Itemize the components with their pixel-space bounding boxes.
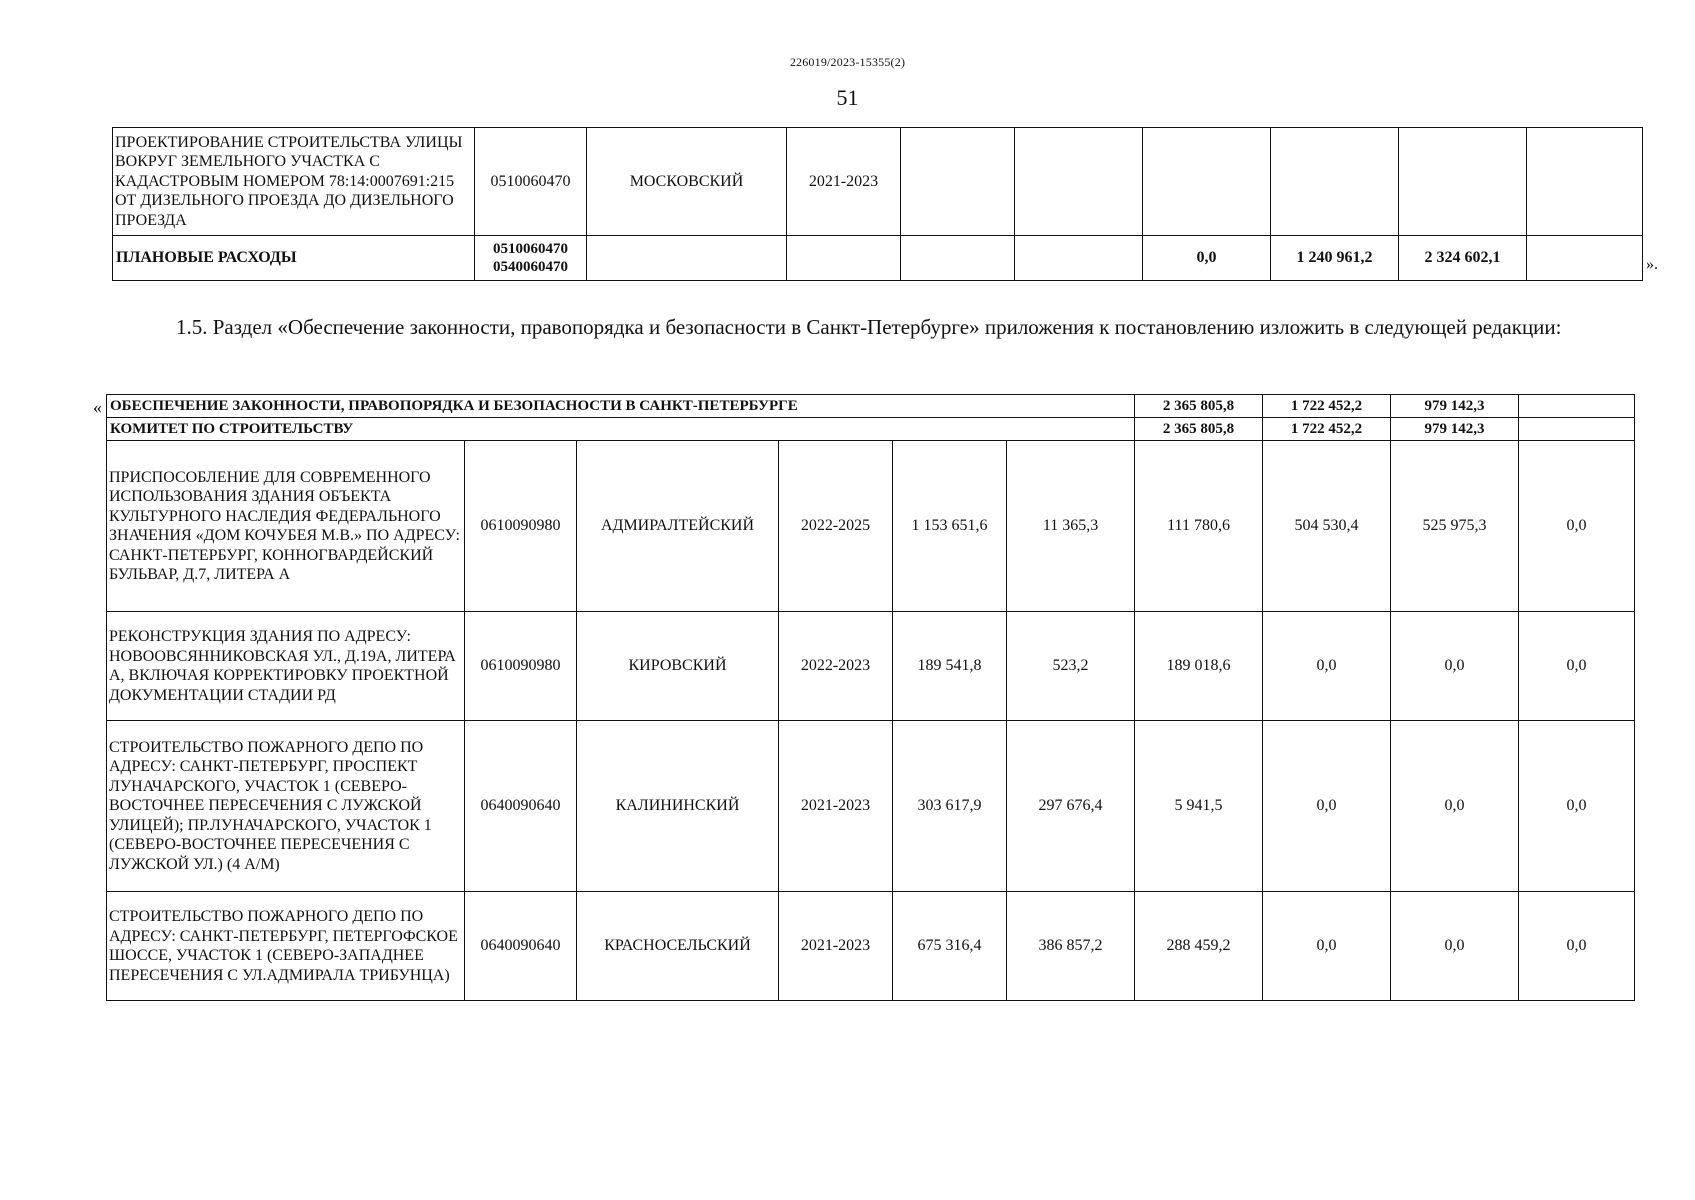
amount-cell: 189 541,8 <box>893 612 1007 721</box>
closing-quote: ». <box>1646 256 1658 273</box>
amount-cell: 0,0 <box>1263 721 1391 892</box>
amount-cell: 386 857,2 <box>1007 892 1135 1001</box>
amount-cell: 675 316,4 <box>893 892 1007 1001</box>
empty-cell <box>901 236 1015 281</box>
budget-table-continuation <box>112 127 1643 281</box>
section-row <box>107 395 1635 418</box>
budget-codes-cell <box>475 236 587 281</box>
years-cell: 2021-2023 <box>787 128 901 236</box>
table-row <box>113 236 1643 281</box>
amount-cell: 1 722 452,2 <box>1263 395 1391 418</box>
district-cell: КИРОВСКИЙ <box>577 612 779 721</box>
amount-cell: 0,0 <box>1143 236 1271 281</box>
object-name-cell: СТРОИТЕЛЬСТВО ПОЖАРНОГО ДЕПО ПО АДРЕСУ: САНКТ-ПЕТЕРБУРГ, ПЕТЕРГОФСКОЕ ШОССЕ, УЧАСТОК 1 (СЕВЕРО-ЗАПАДНЕЕ ПЕРЕСЕЧЕНИЯ С УЛ.АДМИРАЛА ТРИБУНЦА) <box>107 892 465 1001</box>
object-name-cell: ПРОЕКТИРОВАНИЕ СТРОИТЕЛЬСТВА УЛИЦЫ ВОКРУГ ЗЕМЕЛЬНОГО УЧАСТКА С КАДАСТРОВЫМ НОМЕРОМ 78:14:0007691:215 ОТ ДИЗЕЛЬНОГО ПРОЕЗДА ДО ДИЗЕЛЬНОГО ПРОЕЗДА <box>113 128 475 236</box>
document-registration-number: 226019/2023-15355(2) <box>789 55 906 69</box>
amount-cell: 979 142,3 <box>1391 418 1519 441</box>
empty-cell <box>1527 236 1643 281</box>
amount-cell: 111 780,6 <box>1135 441 1263 612</box>
amount-cell: 288 459,2 <box>1135 892 1263 1001</box>
years-cell: 2021-2023 <box>779 721 893 892</box>
object-name-cell: РЕКОНСТРУКЦИЯ ЗДАНИЯ ПО АДРЕСУ: НОВООВСЯННИКОВСКАЯ УЛ., Д.19А, ЛИТЕРА А, ВКЛЮЧАЯ КОРРЕКТИРОВКУ ПРОЕКТНОЙ ДОКУМЕНТАЦИИ СТАДИИ РД <box>107 612 465 721</box>
amount-cell: 0,0 <box>1391 721 1519 892</box>
years-cell: 2022-2025 <box>779 441 893 612</box>
object-name-cell: ПРИСПОСОБЛЕНИЕ ДЛЯ СОВРЕМЕННОГО ИСПОЛЬЗОВАНИЯ ЗДАНИЯ ОБЪЕКТА КУЛЬТУРНОГО НАСЛЕДИЯ ФЕДЕРАЛЬНОГО ЗНАЧЕНИЯ «ДОМ КОЧУБЕЯ М.В.» ПО АДРЕСУ: САНКТ-ПЕТЕРБУРГ, КОННОГВАРДЕЙСКИЙ БУЛЬВАР, Д.7, ЛИТЕРА А <box>107 441 465 612</box>
section-title: ОБЕСПЕЧЕНИЕ ЗАКОННОСТИ, ПРАВОПОРЯДКА И БЕЗОПАСНОСТИ В САНКТ-ПЕТЕРБУРГЕ <box>107 395 1135 418</box>
table-row <box>107 612 1635 721</box>
years-cell: 2021-2023 <box>779 892 893 1001</box>
budget-code-line: 0510060470 <box>493 241 568 257</box>
amount-cell: 1 240 961,2 <box>1271 236 1399 281</box>
table-row <box>107 892 1635 1001</box>
table-row <box>113 128 1643 236</box>
empty-cell <box>1015 128 1143 236</box>
amount-cell: 303 617,9 <box>893 721 1007 892</box>
empty-cell <box>587 236 787 281</box>
empty-cell <box>1527 128 1643 236</box>
amount-cell: 0,0 <box>1519 892 1635 1001</box>
amount-cell: 0,0 <box>1519 441 1635 612</box>
amount-cell: 0,0 <box>1519 612 1635 721</box>
amount-cell: 5 941,5 <box>1135 721 1263 892</box>
amount-cell: 0,0 <box>1263 612 1391 721</box>
budget-code-cell: 0640090640 <box>465 892 577 1001</box>
district-cell: КРАСНОСЕЛЬСКИЙ <box>577 892 779 1001</box>
amount-cell: 1 153 651,6 <box>893 441 1007 612</box>
years-cell: 2022-2023 <box>779 612 893 721</box>
amendment-paragraph: 1.5. Раздел «Обеспечение законности, правопорядка и безопасности в Санкт-Петербурге» приложения к постановлению изложить в следующей редакции: <box>176 315 1562 339</box>
amount-cell: 11 365,3 <box>1007 441 1135 612</box>
amount-cell: 189 018,6 <box>1135 612 1263 721</box>
budget-code-cell: 0610090980 <box>465 441 577 612</box>
budget-code-cell: 0510060470 <box>475 128 587 236</box>
empty-cell <box>787 236 901 281</box>
budget-code-cell: 0610090980 <box>465 612 577 721</box>
security-section-table <box>106 394 1635 1001</box>
empty-cell <box>1143 128 1271 236</box>
district-cell: АДМИРАЛТЕЙСКИЙ <box>577 441 779 612</box>
empty-cell <box>1015 236 1143 281</box>
object-name-cell: СТРОИТЕЛЬСТВО ПОЖАРНОГО ДЕПО ПО АДРЕСУ: САНКТ-ПЕТЕРБУРГ, ПРОСПЕКТ ЛУНАЧАРСКОГО, УЧАСТОК 1 (СЕВЕРО-ВОСТОЧНЕЕ ПЕРЕСЕЧЕНИЯ С ЛУЖСКОЙ УЛИЦЕЙ); ПР.ЛУНАЧАРСКОГО, УЧАСТОК 1 (СЕВЕРО-ВОСТОЧНЕЕ ПЕРЕСЕЧЕНИЯ С ЛУЖСКОЙ УЛ.) (4 А/М) <box>107 721 465 892</box>
amount-cell: 979 142,3 <box>1391 395 1519 418</box>
amount-cell: 297 676,4 <box>1007 721 1135 892</box>
table-row <box>107 721 1635 892</box>
amount-cell: 2 365 805,8 <box>1135 395 1263 418</box>
amount-cell: 0,0 <box>1263 892 1391 1001</box>
amount-cell: 1 722 452,2 <box>1263 418 1391 441</box>
table-row <box>107 441 1635 612</box>
empty-cell <box>1519 418 1635 441</box>
amount-cell: 523,2 <box>1007 612 1135 721</box>
page-number: 51 <box>836 85 859 110</box>
district-cell: КАЛИНИНСКИЙ <box>577 721 779 892</box>
amount-cell: 0,0 <box>1391 612 1519 721</box>
amount-cell: 0,0 <box>1391 892 1519 1001</box>
amount-cell: 504 530,4 <box>1263 441 1391 612</box>
amount-cell: 0,0 <box>1519 721 1635 892</box>
budget-code-line: 0540060470 <box>493 259 568 275</box>
committee-title: КОМИТЕТ ПО СТРОИТЕЛЬСТВУ <box>107 418 1135 441</box>
planned-expenses-label: ПЛАНОВЫЕ РАСХОДЫ <box>113 236 475 281</box>
empty-cell <box>1519 395 1635 418</box>
empty-cell <box>901 128 1015 236</box>
district-cell: МОСКОВСКИЙ <box>587 128 787 236</box>
amount-cell: 2 324 602,1 <box>1399 236 1527 281</box>
amount-cell: 2 365 805,8 <box>1135 418 1263 441</box>
amount-cell: 525 975,3 <box>1391 441 1519 612</box>
empty-cell <box>1271 128 1399 236</box>
budget-code-cell: 0640090640 <box>465 721 577 892</box>
empty-cell <box>1399 128 1527 236</box>
committee-row <box>107 418 1635 441</box>
opening-quote: « <box>93 397 102 417</box>
